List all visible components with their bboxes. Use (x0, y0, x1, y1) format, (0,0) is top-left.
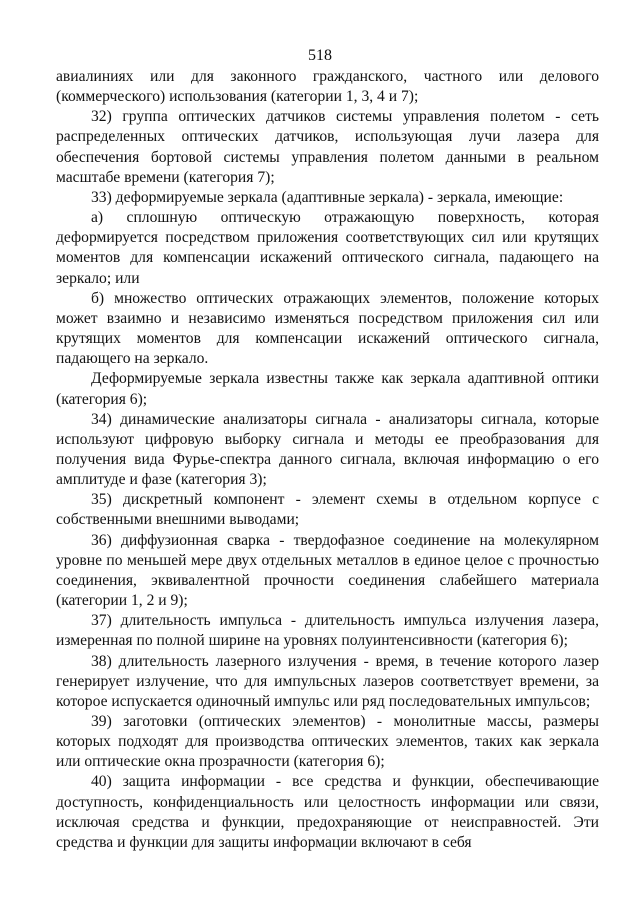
paragraph-33a: а) сплошную оптическую отражающую поверхность, которая деформируется посредством приложения соответствующих сил или крутящих моментов для компенсации искажений оптического сигнала, падающего на зеркало; или (56, 209, 599, 287)
paragraph-38: 38) длительность лазерного излучения - время, в течение которого лазер генерирует излучение, что для импульсных лазеров соответствует времени, за которое испускается одиночный импульс или ряд последовательных импульсов; (56, 652, 599, 710)
paragraph-33-note: Деформируемые зеркала известны также как зеркала адаптивной оптики (категория 6); (56, 370, 599, 408)
paragraph-36: 36) диффузионная сварка - твердофазное соединение на молекулярном уровне по меньшей мере двух отдельных металлов в единое целое с прочностью соединения, эквивалентной прочности соединения слабейшего материала (категории 1, 2 и 9); (56, 531, 599, 610)
page-number: 518 (308, 47, 332, 64)
paragraph-33b: б) множество оптических отражающих элементов, положение которых может взаимно и независимо изменяться посредством приложения сил или крутящих моментов для компенсации искажений оптического сигнала, падающего на зеркало. (56, 289, 599, 368)
paragraph-37: 37) длительность импульса - длительность импульса излучения лазера, измеренная по полной ширине на уровнях полуинтенсивности (категория 6); (56, 612, 599, 650)
paragraph-continued: авиалиниях или для законного гражданского, частного или делового (коммерческого) использования (категории 1, 3, 4 и 7); (56, 68, 599, 106)
paragraph-35: 35) дискретный компонент - элемент схемы в отдельном корпусе с собственными внешними выводами; (56, 491, 599, 529)
paragraph-40: 40) защита информации - все средства и функции, обеспечивающие доступность, конфиденциальность или целостность информации или связи, исключая средства и функции, предохраняющие от неисправностей. Эти средства и функции для защиты информации включают в себя (56, 773, 599, 851)
document-body (56, 67, 599, 853)
paragraph-32: 32) группа оптических датчиков системы управления полетом - сеть распределенных оптических датчиков, использующая лучи лазера для обеспечения бортовой системы управления полетом данными в реальном масштабе времени (категория 7); (56, 108, 599, 186)
paragraph-39: 39) заготовки (оптических элементов) - монолитные массы, размеры которых подходят для производства оптических элементов, таких как зеркала или оптические окна прозрачности (категория 6); (56, 713, 599, 771)
paragraph-33: 33) деформируемые зеркала (адаптивные зеркала) - зеркала, имеющие: (91, 188, 564, 206)
paragraph-34: 34) динамические анализаторы сигнала - анализаторы сигнала, которые используют цифровую выборку сигнала и методы ее преобразования для получения вида Фурье-спектра данного сигнала, включая информацию о его амплитуде и фазе (категория 3); (56, 410, 599, 489)
